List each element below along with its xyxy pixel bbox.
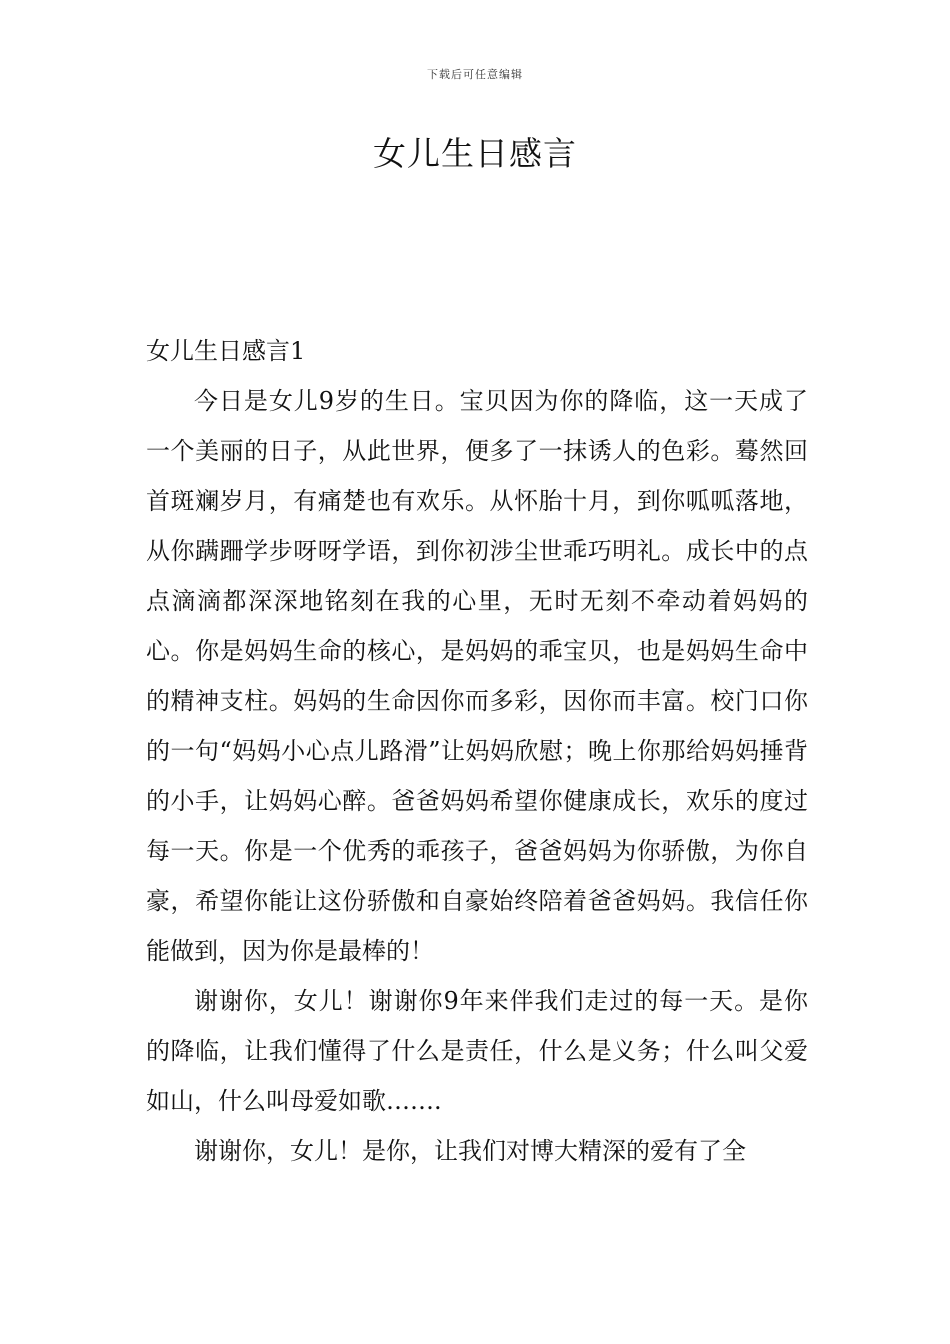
section-heading: 女儿生日感言1 bbox=[146, 337, 306, 365]
document-title: 女儿生日感言 bbox=[373, 134, 577, 173]
header-note: 下载后可任意编辑 bbox=[427, 68, 523, 81]
paragraph-1: 今日是女儿9岁的生日。宝贝因为你的降临，这一天成了一个美丽的日子，从此世界，便多了一抹诱人的色彩。蓦然回首斑斓岁月，有痛楚也有欢乐。从怀胎十月，到你呱呱落地，从你蹒跚学步呀呀学语，到你初涉尘世乖巧明礼。成长中的点点滴滴都深深地铭刻在我的心里，无时无刻不牵动着妈妈的心。你是妈妈生命的核心，是妈妈的乖宝贝，也是妈妈生命中的精神支柱。妈妈的生命因你而多彩，因你而丰富。校门口你的一句“妈妈小心点儿路滑”让妈妈欣慰；晚上你那给妈妈捶背的小手，让妈妈心醉。爸爸妈妈希望你健康成长，欢乐的度过每一天。你是一个优秀的乖孩子，爸爸妈妈为你骄傲，为你自豪，希望你能让这份骄傲和自豪始终陪着爸爸妈妈。我信任你能做到，因为你是最棒的！ bbox=[146, 387, 808, 965]
paragraph-2: 谢谢你，女儿！谢谢你9年来伴我们走过的每一天。是你的降临，让我们懂得了什么是责任，什么是义务；什么叫父爱如山，什么叫母爱如歌……. bbox=[146, 987, 808, 1115]
document-body bbox=[146, 326, 808, 1176]
paragraph-3: 谢谢你，女儿！是你，让我们对博大精深的爱有了全 bbox=[194, 1137, 746, 1165]
